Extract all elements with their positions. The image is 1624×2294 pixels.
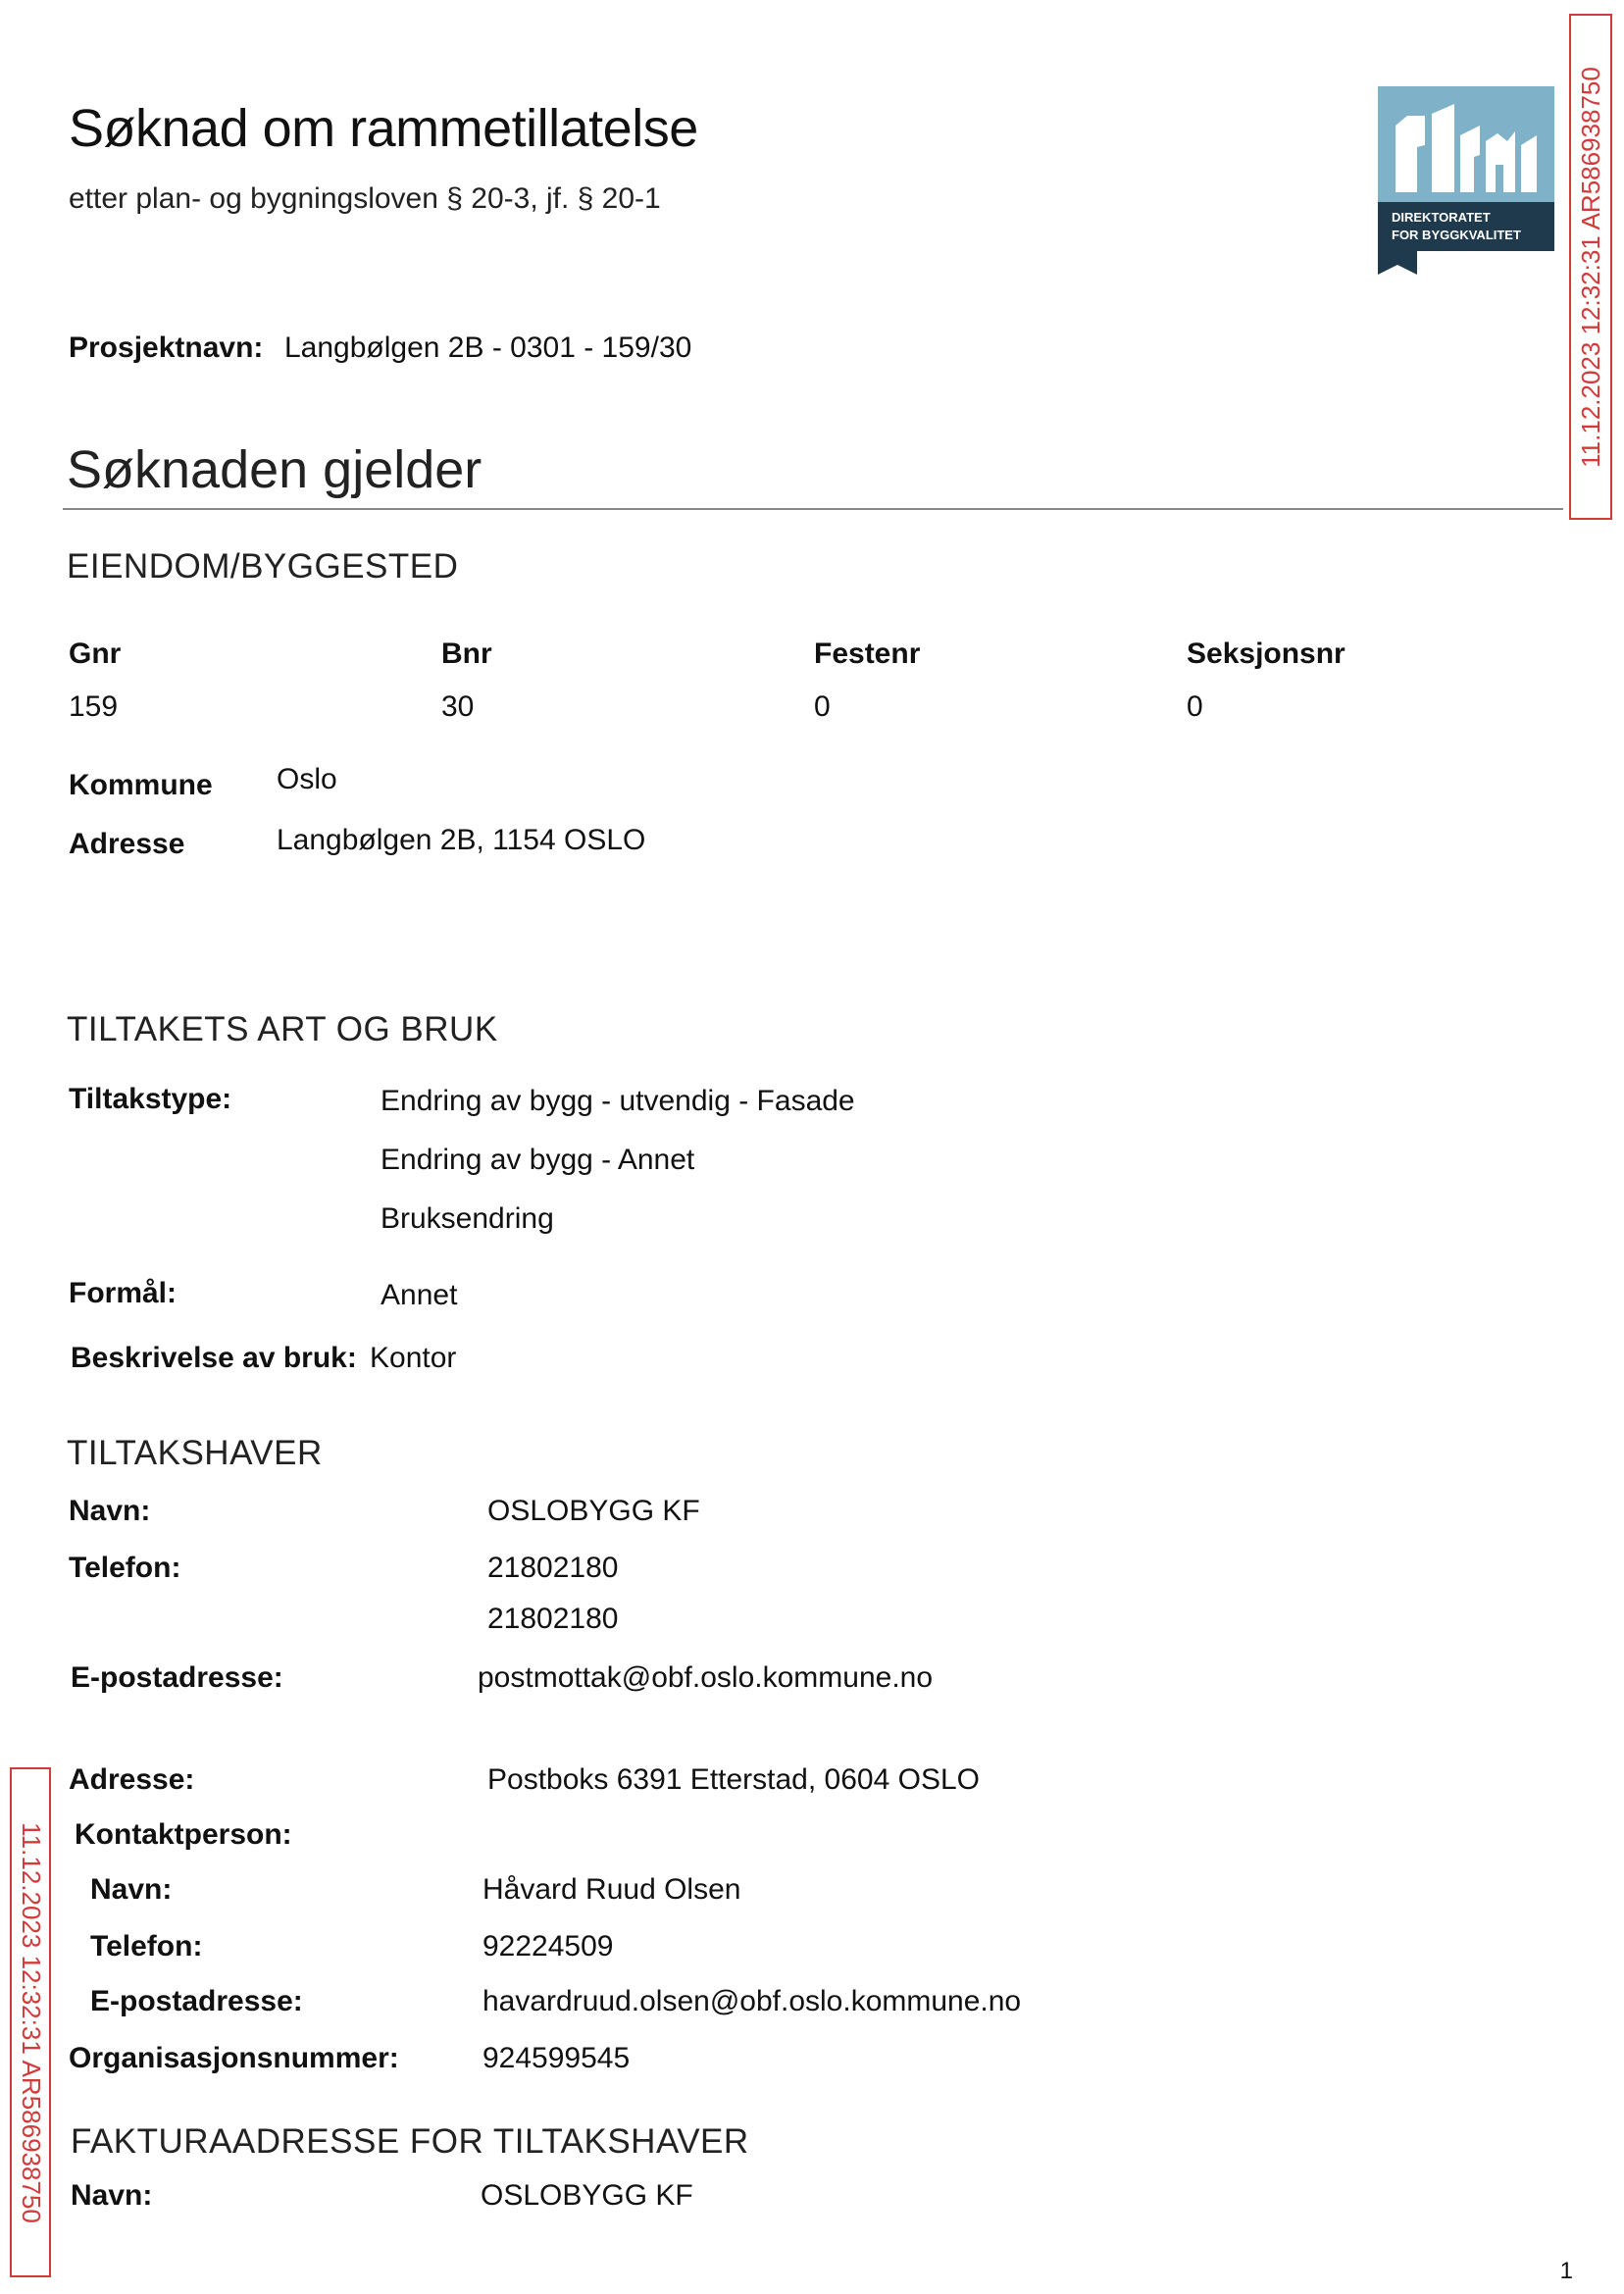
adresse-label: Adresse	[69, 828, 185, 860]
adresse-value: Langbølgen 2B, 1154 OSLO	[277, 824, 646, 856]
owner-phone-1: 21802180	[487, 1552, 619, 1584]
archive-stamp-top: 11.12.2023 12:32:31 AR586938750	[1569, 14, 1612, 520]
contact-email-label: E-postadresse:	[90, 1985, 303, 2017]
contact-name-label: Navn:	[90, 1873, 173, 1906]
owner-address-label: Adresse:	[69, 1763, 195, 1796]
logo-text-2: FOR BYGGKVALITET	[1392, 228, 1521, 242]
property-heading: EIENDOM/BYGGESTED	[67, 547, 459, 586]
billing-heading: FAKTURAADRESSE FOR TILTAKSHAVER	[71, 2122, 749, 2161]
dibk-logo	[1378, 86, 1554, 278]
owner-phone-label: Telefon:	[69, 1552, 181, 1584]
tiltakstype-label: Tiltakstype:	[69, 1083, 232, 1115]
logo-text-1: DIREKTORATET	[1392, 210, 1491, 225]
festenr-label: Festenr	[814, 637, 921, 670]
bnr-value: 30	[441, 690, 475, 723]
owner-heading: TILTAKSHAVER	[67, 1434, 323, 1472]
archive-stamp-left: 11.12.2023 12:32:31 AR586938750	[10, 1767, 51, 2277]
seksjonsnr-label: Seksjonsnr	[1187, 637, 1345, 670]
org-label: Organisasjonsnummer:	[69, 2042, 399, 2074]
formal-label: Formål:	[69, 1277, 178, 1309]
owner-email: postmottak@obf.oslo.kommune.no	[478, 1661, 934, 1694]
contact-phone-label: Telefon:	[90, 1930, 203, 1963]
festenr-value: 0	[814, 690, 831, 723]
document-title: Søknad om rammetillatelse	[69, 99, 698, 158]
section-heading-main: Søknaden gjelder	[67, 440, 482, 499]
owner-email-label: E-postadresse:	[71, 1661, 283, 1694]
kommune-value: Oslo	[277, 763, 337, 795]
bruk-label: Beskrivelse av bruk:	[71, 1342, 357, 1374]
owner-name-label: Navn:	[69, 1495, 151, 1527]
billing-name: OSLOBYGG KF	[481, 2179, 693, 2212]
kommune-label: Kommune	[69, 769, 213, 801]
contact-email: havardruud.olsen@obf.oslo.kommune.no	[482, 1985, 1022, 2017]
document-subtitle: etter plan- og bygningsloven § 20-3, jf. § 20-1	[69, 182, 661, 215]
formal-value: Annet	[381, 1279, 458, 1311]
owner-phone-2: 21802180	[487, 1603, 619, 1635]
tiltakstype-1: Endring av bygg - utvendig - Fasade	[381, 1085, 855, 1117]
gnr-value: 159	[69, 690, 119, 723]
owner-address: Postboks 6391 Etterstad, 0604 OSLO	[487, 1763, 980, 1796]
page-number: 1	[1559, 2258, 1573, 2284]
contact-phone: 92224509	[482, 1930, 614, 1963]
contact-name: Håvard Ruud Olsen	[482, 1873, 741, 1906]
org-value: 924599545	[482, 2042, 631, 2074]
contact-label: Kontaktperson:	[75, 1818, 292, 1851]
tiltakstype-3: Bruksendring	[381, 1202, 554, 1235]
project-name: Langbølgen 2B - 0301 - 159/30	[284, 331, 692, 364]
bnr-label: Bnr	[441, 637, 492, 670]
measure-heading: TILTAKETS ART OG BRUK	[67, 1010, 498, 1048]
billing-name-label: Navn:	[71, 2179, 153, 2212]
owner-name: OSLOBYGG KF	[487, 1495, 700, 1527]
bruk-value: Kontor	[370, 1342, 457, 1374]
tiltakstype-2: Endring av bygg - Annet	[381, 1144, 695, 1176]
seksjonsnr-value: 0	[1187, 690, 1203, 723]
project-label: Prosjektnavn:	[69, 331, 264, 364]
divider	[63, 508, 1563, 510]
gnr-label: Gnr	[69, 637, 122, 670]
